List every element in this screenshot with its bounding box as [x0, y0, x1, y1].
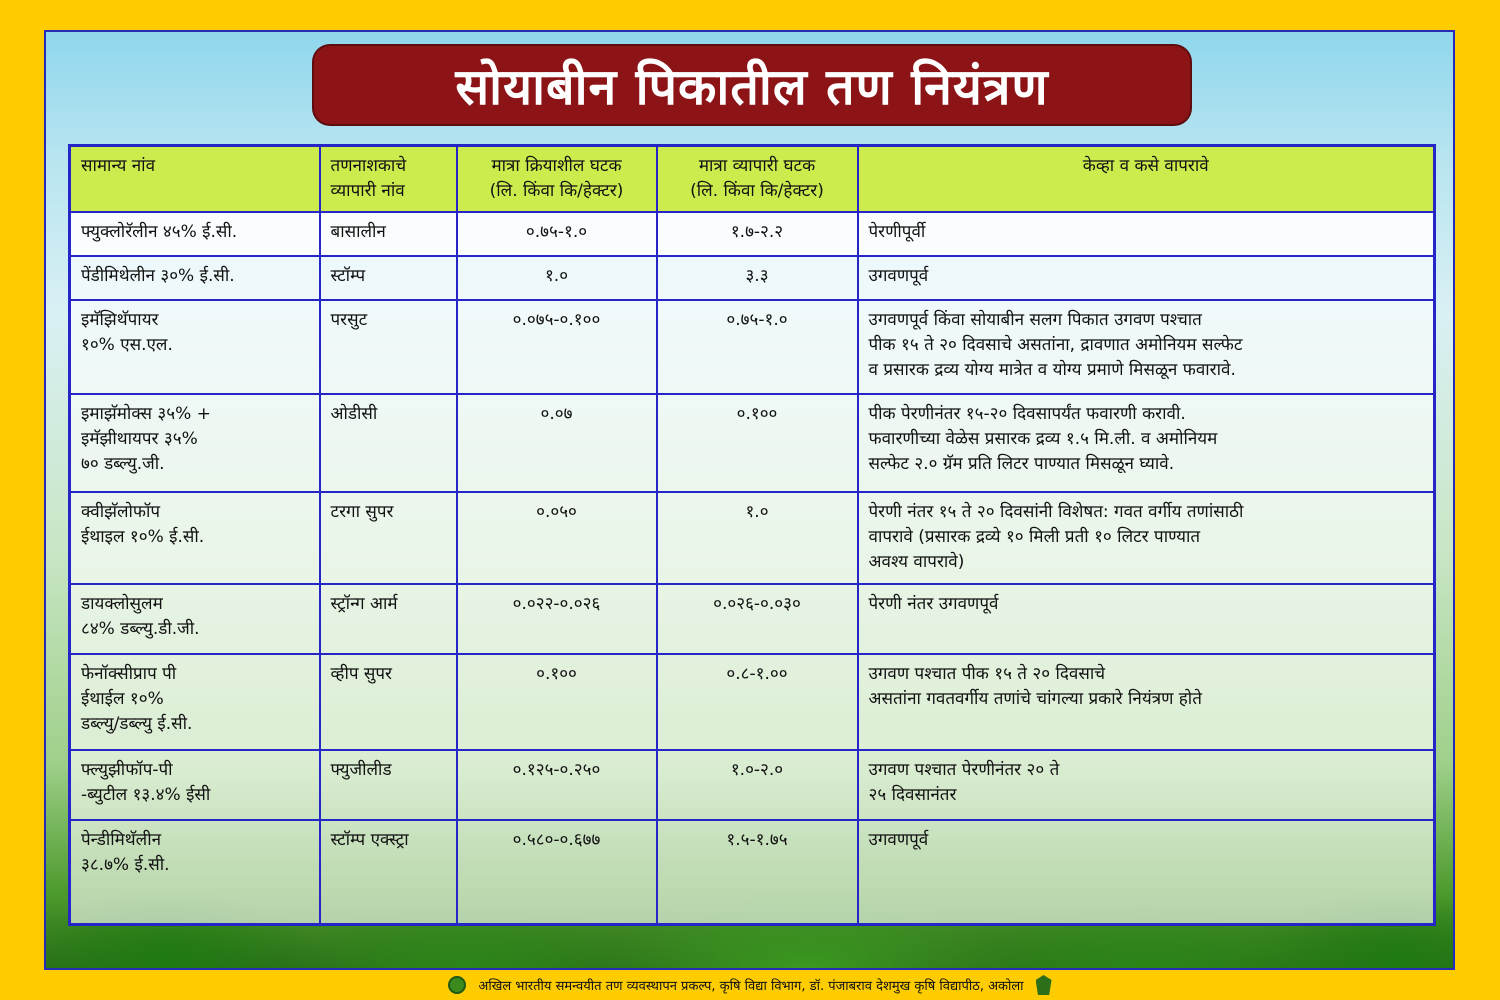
cell-active-dose: ०.०७: [457, 394, 657, 492]
cell-active-dose: ०.१००: [457, 654, 657, 750]
cell-usage: पीक पेरणीनंतर १५-२० दिवसापर्यंत फवारणी करावी. फवारणीच्या वेळेस प्रसारक द्रव्य १.५ मि.ली. व अमोनियम सल्फेट २.० ग्रॅम प्रति लिटर पाण्यात मिसळून घ्यावे.: [858, 394, 1435, 492]
cell-trade-name: टरगा सुपर: [320, 492, 457, 584]
cell-trade-dose: ०.८-१.००: [657, 654, 858, 750]
cell-trade-dose: ०.१००: [657, 394, 858, 492]
cell-trade-name: स्टॉम्प: [320, 256, 457, 300]
cell-trade-name: फ्युजीलीड: [320, 750, 457, 820]
cell-common-name: पेंडीमिथेलीन ३०% ई.सी.: [70, 256, 320, 300]
table-row: [70, 256, 1435, 300]
cell-common-name: इमॅझिथॅपायर १०% एस.एल.: [70, 300, 320, 394]
cell-trade-name: बासालीन: [320, 212, 457, 256]
table-header-row: [70, 146, 1435, 213]
cell-usage: उगवणपूर्व: [858, 256, 1435, 300]
header-usage: केव्हा व कसे वापरावे: [858, 146, 1435, 213]
cell-active-dose: ०.७५-१.०: [457, 212, 657, 256]
cell-trade-name: व्हीप सुपर: [320, 654, 457, 750]
cell-common-name: इमाझॅमोक्स ३५% + इमॅझीथायपर ३५% ७० डब्ल्यु.जी.: [70, 394, 320, 492]
cell-active-dose: ०.०२२-०.०२६: [457, 584, 657, 654]
cell-trade-dose: १.०: [657, 492, 858, 584]
cell-trade-name: स्टॉम्प एक्स्ट्रा: [320, 820, 457, 925]
title-banner: [314, 46, 1190, 124]
table-row: [70, 394, 1435, 492]
header-active-dose: मात्रा क्रियाशील घटक (लि. किंवा कि/हेक्टर): [457, 146, 657, 213]
cell-usage: पेरणीपूर्वी: [858, 212, 1435, 256]
poster-panel: [44, 30, 1455, 970]
cell-common-name: फ्युक्लोरॅलीन ४५% ई.सी.: [70, 212, 320, 256]
cell-trade-dose: ०.७५-१.०: [657, 300, 858, 394]
header-trade-name: तणनाशकाचे व्यापारी नांव: [320, 146, 457, 213]
cell-common-name: फेनॉक्सीप्राप पी ईथाईल १०% डब्ल्यु/डब्ल्यु ई.सी.: [70, 654, 320, 750]
cell-trade-dose: १.७-२.२: [657, 212, 858, 256]
cell-usage: उगवणपूर्व: [858, 820, 1435, 925]
cell-active-dose: ०.५८०-०.६७७: [457, 820, 657, 925]
university-logo-icon: [448, 976, 466, 994]
cell-usage: पेरणी नंतर उगवणपूर्व: [858, 584, 1435, 654]
table-row: [70, 300, 1435, 394]
cell-usage: उगवण पश्चात पेरणीनंतर २० ते २५ दिवसानंतर: [858, 750, 1435, 820]
cell-trade-dose: १.०-२.०: [657, 750, 858, 820]
cell-trade-name: स्ट्रॉन्ग आर्म: [320, 584, 457, 654]
cell-trade-dose: ३.३: [657, 256, 858, 300]
table-row: [70, 750, 1435, 820]
cell-common-name: क्वीझॅलोफॉप ईथाइल १०% ई.सी.: [70, 492, 320, 584]
cell-trade-name: ओडीसी: [320, 394, 457, 492]
cell-active-dose: ०.१२५-०.२५०: [457, 750, 657, 820]
cell-usage: उगवण पश्चात पीक १५ ते २० दिवसाचे असतांना गवतवर्गीय तणांचे चांगल्या प्रकारे नियंत्रण होते: [858, 654, 1435, 750]
cell-trade-dose: ०.०२६-०.०३०: [657, 584, 858, 654]
page-title: सोयाबीन पिकातील तण नियंत्रण: [455, 58, 1049, 116]
cell-common-name: पेन्डीमिथॅलीन ३८.७% ई.सी.: [70, 820, 320, 925]
table-row: [70, 584, 1435, 654]
cell-active-dose: ०.०७५-०.१००: [457, 300, 657, 394]
table-row: [70, 654, 1435, 750]
cell-usage: उगवणपूर्व किंवा सोयाबीन सलग पिकात उगवण पश्चात पीक १५ ते २० दिवसाचे असतांना, द्रावणात अमोनियम सल्फेट व प्रसारक द्रव्य योग्य मात्रेत व योग्य प्रमाणे मिसळून फवारावे.: [858, 300, 1435, 394]
table-row: [70, 492, 1435, 584]
cell-trade-name: परसुट: [320, 300, 457, 394]
cell-active-dose: १.०: [457, 256, 657, 300]
header-common-name: सामान्य नांव: [70, 146, 320, 213]
cell-common-name: डायक्लोसुलम ८४% डब्ल्यु.डी.जी.: [70, 584, 320, 654]
footer-text: अखिल भारतीय समन्वयीत तण व्यवस्थापन प्रकल्प, कृषि विद्या विभाग, डॉ. पंजाबराव देशमुख कृषि विद्यापीठ, अकोला: [478, 979, 1024, 994]
cell-active-dose: ०.०५०: [457, 492, 657, 584]
cell-common-name: फ्ल्युझीफॉप-पी -ब्युटील १३.४% ईसी: [70, 750, 320, 820]
header-trade-dose: मात्रा व्यापारी घटक (लि. किंवा कि/हेक्टर): [657, 146, 858, 213]
table-row: [70, 212, 1435, 256]
cell-usage: पेरणी नंतर १५ ते २० दिवसांनी विशेषत: गवत वर्गीय तणांसाठी वापरावे (प्रसारक द्रव्ये १० मिली प्रती १० लिटर पाण्यात अवश्य वापरावे): [858, 492, 1435, 584]
cell-trade-dose: १.५-१.७५: [657, 820, 858, 925]
project-logo-icon: [1036, 975, 1052, 995]
herbicide-table: [68, 144, 1436, 926]
footer: [0, 970, 1500, 1000]
table-row: [70, 820, 1435, 925]
